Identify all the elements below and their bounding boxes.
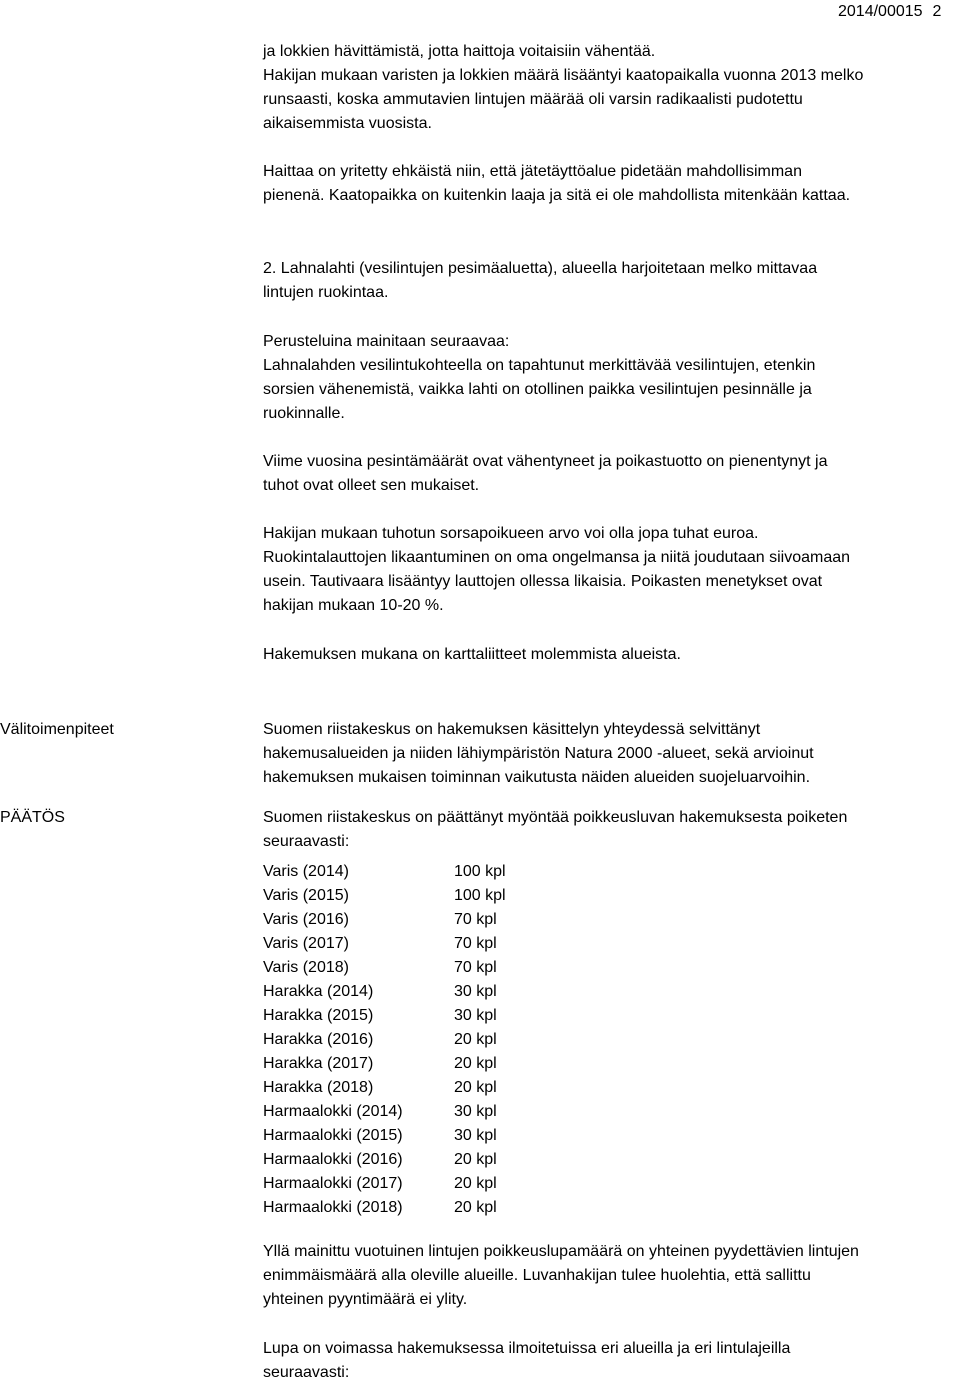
paragraph-paatos: Suomen riistakeskus on päättänyt myöntää poikkeusluvan hakemuksesta poiketen seuraavasti: xyxy=(263,809,848,850)
species-cell: Harakka (2016) xyxy=(263,1031,374,1048)
table-row xyxy=(263,884,506,908)
amount-cell: 20 kpl xyxy=(454,1199,497,1216)
species-cell: Harmaalokki (2018) xyxy=(263,1199,403,1216)
amount-cell: 20 kpl xyxy=(454,1079,497,1096)
species-cell: Varis (2014) xyxy=(263,863,349,880)
species-cell: Harakka (2018) xyxy=(263,1079,374,1096)
table-row xyxy=(263,980,506,1004)
table-row xyxy=(263,908,506,932)
table-row xyxy=(263,1124,506,1148)
amount-cell: 30 kpl xyxy=(454,1103,497,1120)
amount-cell: 100 kpl xyxy=(454,863,506,880)
species-cell: Varis (2018) xyxy=(263,959,349,976)
table-row xyxy=(263,932,506,956)
amount-cell: 20 kpl xyxy=(454,1175,497,1192)
species-cell: Harmaalokki (2015) xyxy=(263,1127,403,1144)
table-row xyxy=(263,1196,506,1220)
page-number: 2 xyxy=(932,3,942,20)
amount-cell: 20 kpl xyxy=(454,1055,497,1072)
table-row xyxy=(263,860,506,884)
amount-cell: 20 kpl xyxy=(454,1031,497,1048)
table-row xyxy=(263,1100,506,1124)
paragraph-hakijan-mukaan: ja lokkien hävittämistä, jotta haittoja voitaisiin vähentää. Hakijan mukaan varisten ja lokkien määrä lisääntyi kaatopaikalla vuonna 2013 melko runsaasti, koska ammutavien lintujen määrää oli varsin radikaalisti pudotettu aikaisemmista vuosista. xyxy=(263,43,864,132)
table-row xyxy=(263,1076,506,1100)
species-cell: Varis (2016) xyxy=(263,911,349,928)
table-row xyxy=(263,1052,506,1076)
section-heading-valitoimenpiteet: Välitoimenpiteet xyxy=(0,721,114,738)
species-cell: Harmaalokki (2017) xyxy=(263,1175,403,1192)
paragraph-sorsapoikue: Hakijan mukaan tuhotun sorsapoikueen arvo voi olla jopa tuhat euroa. Ruokintalauttojen likaantuminen on oma ongelmansa ja niitä joudutaan siivoamaan usein. Tautivaara lisääntyy lauttojen ollessa likaisia. Poikasten menetykset ovat hakijan mukaan 10-20 %. xyxy=(263,525,851,614)
amount-cell: 30 kpl xyxy=(454,983,497,1000)
quota-table xyxy=(263,860,506,1220)
document-number: 2014/00015 xyxy=(838,3,923,20)
paragraph-haittaa: Haittaa on yritetty ehkäistä niin, että jätetäyttöalue pidetään mahdollisimman pienenä. Kaatopaikka on kuitenkin laaja ja sitä ei ole mahdollista mitenkään kattaa. xyxy=(263,163,851,204)
amount-cell: 30 kpl xyxy=(454,1007,497,1024)
paragraph-valitoimenpiteet: Suomen riistakeskus on hakemuksen käsittelyn yhteydessä selvittänyt hakemusalueiden ja niiden lähiympäristön Natura 2000 -alueet, sekä arvioinut hakemuksen mukaisen toiminnan vaikutusta näiden alueiden suojeluarvoihin. xyxy=(263,721,814,786)
section-heading-paatos: PÄÄTÖS xyxy=(0,809,65,826)
amount-cell: 20 kpl xyxy=(454,1151,497,1168)
amount-cell: 30 kpl xyxy=(454,1127,497,1144)
paragraph-perusteluina: Perusteluina mainitaan seuraavaa: Lahnalahden vesilintukohteella on tapahtunut merkittävää vesilintujen, etenkin sorsien vähenemistä, vaikka lahti on otollinen paikka vesilintujen pesinnälle ja ruokinnalle. xyxy=(263,333,816,422)
table-row xyxy=(263,956,506,980)
table-row xyxy=(263,1148,506,1172)
paragraph-lupa-voimassa: Lupa on voimassa hakemuksessa ilmoitetuissa eri alueilla ja eri lintulajeilla seuraavasti: xyxy=(263,1340,791,1381)
species-cell: Harmaalokki (2014) xyxy=(263,1103,403,1120)
species-cell: Harakka (2015) xyxy=(263,1007,374,1024)
table-row xyxy=(263,1028,506,1052)
paragraph-yhteinen-maara: Yllä mainittu vuotuinen lintujen poikkeuslupamäärä on yhteinen pyydettävien lintujen enimmäismäärä alla oleville alueille. Luvanhakijan tulee huolehtia, että sallittu yhteinen pyyntimäärä ei ylity. xyxy=(263,1243,859,1308)
paragraph-viime-vuosina: Viime vuosina pesintämäärät ovat vähentyneet ja poikastuotto on pienentynyt ja tuhot ovat olleet sen mukaiset. xyxy=(263,453,828,494)
species-cell: Varis (2015) xyxy=(263,887,349,904)
species-cell: Harakka (2014) xyxy=(263,983,374,1000)
table-row xyxy=(263,1172,506,1196)
amount-cell: 100 kpl xyxy=(454,887,506,904)
document-header xyxy=(838,0,941,24)
amount-cell: 70 kpl xyxy=(454,935,497,952)
species-cell: Varis (2017) xyxy=(263,935,349,952)
amount-cell: 70 kpl xyxy=(454,959,497,976)
species-cell: Harmaalokki (2016) xyxy=(263,1151,403,1168)
table-row xyxy=(263,1004,506,1028)
species-cell: Harakka (2017) xyxy=(263,1055,374,1072)
paragraph-karttaliitteet: Hakemuksen mukana on karttaliitteet molemmista alueista. xyxy=(263,646,681,663)
paragraph-lahnalahti: 2. Lahnalahti (vesilintujen pesimäaluetta), alueella harjoitetaan melko mittavaa lintujen ruokintaa. xyxy=(263,260,818,301)
amount-cell: 70 kpl xyxy=(454,911,497,928)
